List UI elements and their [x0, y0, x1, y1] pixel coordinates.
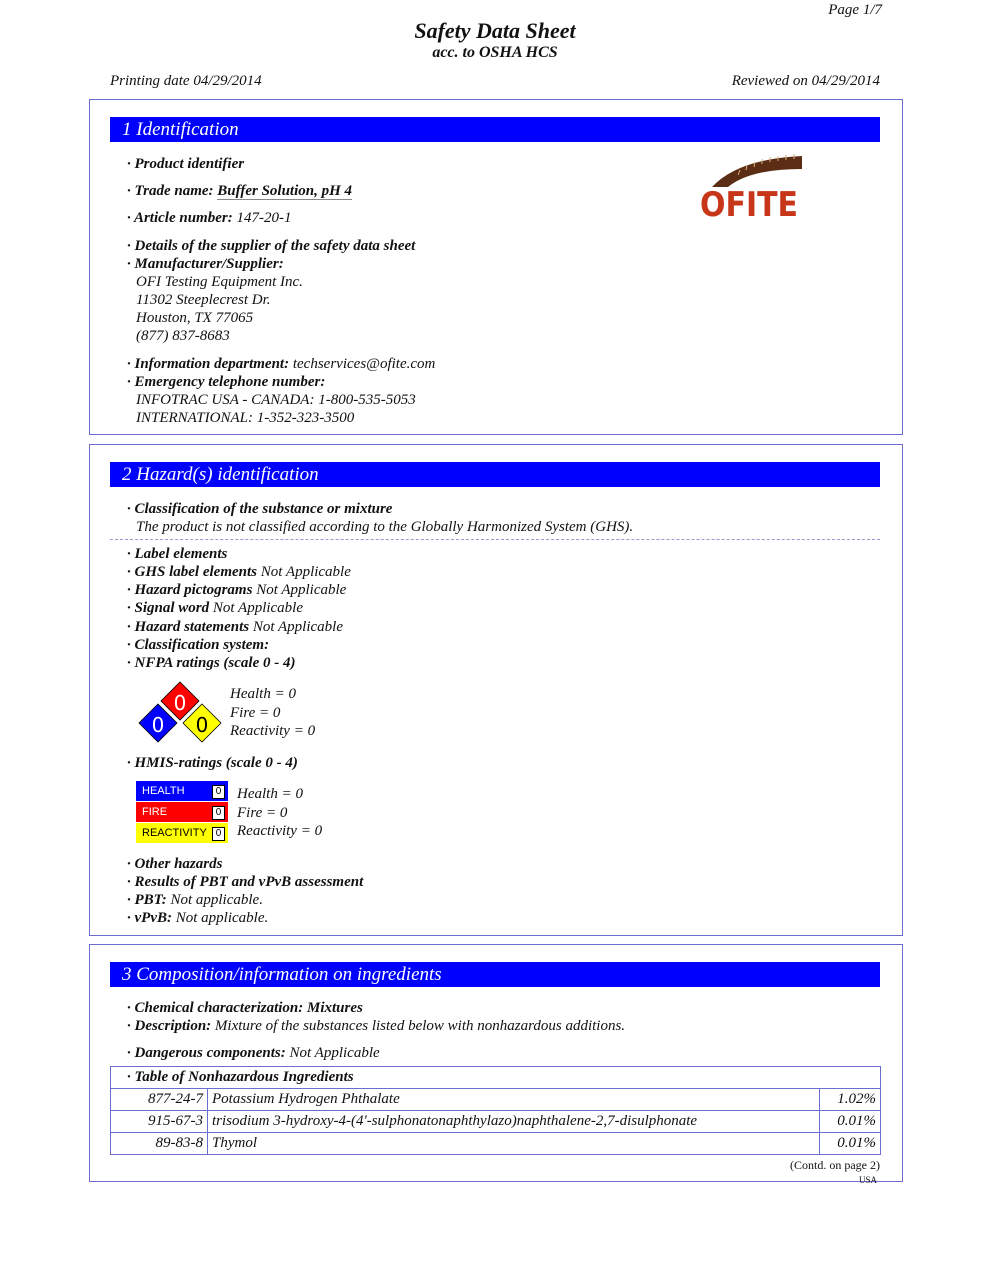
- dangerous-components-label: · Dangerous components:: [127, 1045, 286, 1061]
- signal-word-label: · Signal word: [127, 600, 210, 616]
- ingredient-percent: 0.01%: [820, 1133, 881, 1155]
- hmis-health-value: 0: [212, 785, 225, 799]
- nfpa-fire-value: 0: [173, 691, 187, 715]
- document-subtitle: acc. to OSHA HCS: [432, 44, 558, 61]
- table-row: [111, 1133, 881, 1155]
- vpvb-line: [127, 909, 268, 927]
- pictograms-value: Not Applicable: [256, 582, 347, 598]
- ingredient-name: Thymol: [208, 1133, 820, 1155]
- dangerous-components-line: [127, 1044, 380, 1062]
- address-line-1: OFI Testing Equipment Inc.: [136, 274, 303, 290]
- info-department-email[interactable]: techservices@ofite.com: [292, 356, 436, 372]
- nfpa-health-value: 0: [151, 713, 165, 737]
- classification-label: · Classification of the substance or mixture: [127, 501, 393, 517]
- hmis-health-row: [136, 781, 228, 801]
- emergency-label: · Emergency telephone number:: [127, 374, 326, 390]
- vpvb-label: · vPvB:: [127, 910, 172, 926]
- description-line: [127, 1017, 625, 1035]
- product-identifier-label: · Product identifier: [127, 156, 245, 172]
- pbt-results-label: · Results of PBT and vPvB assessment: [127, 874, 364, 890]
- table-title-row: [111, 1067, 881, 1089]
- hazard-statements-value: Not Applicable: [252, 619, 343, 635]
- label-elements-label: · Label elements: [127, 546, 228, 562]
- nfpa-reactivity-value: 0: [195, 713, 209, 737]
- pictograms-line: [127, 581, 346, 599]
- cas-number: 89-83-8: [111, 1133, 208, 1155]
- article-number-label: · Article number:: [127, 210, 233, 226]
- vpvb-value: Not applicable.: [175, 910, 269, 926]
- ofite-logo-graphic: [698, 153, 808, 219]
- table-row: [111, 1111, 881, 1133]
- section-divider: [110, 539, 880, 540]
- region-label: USA: [858, 1175, 877, 1185]
- trade-name-value: Buffer Solution, pH 4: [217, 183, 353, 199]
- trade-name-label: · Trade name:: [127, 183, 214, 199]
- hmis-health-label: HEALTH: [142, 785, 185, 797]
- chemical-characterization-label: · Chemical characterization: Mixtures: [127, 1000, 363, 1016]
- pictograms-label: · Hazard pictograms: [127, 582, 253, 598]
- ingredient-name: Potassium Hydrogen Phthalate: [208, 1089, 820, 1111]
- reviewed-date: Reviewed on 04/29/2014: [731, 73, 880, 89]
- address-line-3: Houston, TX 77065: [136, 310, 254, 326]
- address-line-2: 11302 Steeplecrest Dr.: [136, 292, 271, 308]
- cas-number: 877-24-7: [111, 1089, 208, 1111]
- hmis-reactivity-value: 0: [212, 827, 225, 841]
- continued-note: (Contd. on page 2): [790, 1158, 880, 1172]
- description-label: · Description:: [127, 1018, 212, 1034]
- hmis-label: · HMIS-ratings (scale 0 - 4): [127, 755, 298, 771]
- pbt-line: [127, 891, 263, 909]
- emergency-number-1: INFOTRAC USA - CANADA: 1-800-535-5053: [136, 392, 416, 408]
- ghs-value: Not Applicable: [260, 564, 351, 580]
- hmis-reactivity-text: Reactivity = 0: [237, 823, 323, 839]
- ingredient-percent: 1.02%: [820, 1089, 881, 1111]
- nfpa-diamond: [136, 680, 224, 752]
- signal-word-line: [127, 599, 303, 617]
- ingredient-percent: 0.01%: [820, 1111, 881, 1133]
- ghs-label-line: [127, 563, 351, 581]
- table-title: · Table of Nonhazardous Ingredients: [111, 1067, 881, 1089]
- article-number-line: [127, 209, 291, 227]
- section-2-heading: 2 Hazard(s) identification: [110, 462, 880, 487]
- other-hazards-label: · Other hazards: [127, 856, 223, 872]
- hazard-statements-label: · Hazard statements: [127, 619, 250, 635]
- printing-date: Printing date 04/29/2014: [110, 73, 262, 89]
- nonhazardous-ingredients-table: [110, 1066, 881, 1155]
- nfpa-health-text: Health = 0: [230, 686, 296, 702]
- section-1-heading: 1 Identification: [110, 117, 880, 142]
- hazard-statements-line: [127, 618, 343, 636]
- signal-word-value: Not Applicable: [212, 600, 304, 616]
- manufacturer-label: · Manufacturer/Supplier:: [127, 256, 284, 272]
- description-value: Mixture of the substances listed below with nonhazardous additions.: [214, 1018, 626, 1034]
- page-number: Page 1/7: [828, 2, 882, 18]
- nfpa-reactivity-text: Reactivity = 0: [230, 723, 316, 739]
- hmis-fire-value: 0: [212, 806, 225, 820]
- info-department-label: · Information department:: [127, 356, 290, 372]
- classification-text: The product is not classified according to the Globally Harmonized System (GHS).: [136, 519, 634, 535]
- classification-system-label: · Classification system:: [127, 637, 270, 653]
- hmis-reactivity-row: [136, 823, 228, 843]
- table-row: [111, 1089, 881, 1111]
- section-3-heading: 3 Composition/information on ingredients: [110, 962, 880, 987]
- hmis-fire-row: [136, 802, 228, 822]
- hmis-fire-label: FIRE: [142, 806, 168, 818]
- ingredient-name: trisodium 3-hydroxy-4-(4'-sulphonatonaphthylazo)naphthalene-2,7-disulphonate: [208, 1111, 820, 1133]
- cas-number: 915-67-3: [111, 1111, 208, 1133]
- pbt-label: · PBT:: [127, 892, 167, 908]
- ghs-label: · GHS label elements: [127, 564, 257, 580]
- ofite-logo-text: OFITE: [700, 185, 798, 219]
- document-title: Safety Data Sheet: [414, 18, 576, 43]
- nfpa-label: · NFPA ratings (scale 0 - 4): [127, 655, 296, 671]
- trade-name-line: [127, 182, 352, 200]
- hmis-reactivity-label: REACTIVITY: [142, 827, 207, 839]
- article-number-value: 147-20-1: [236, 210, 292, 226]
- emergency-number-2: INTERNATIONAL: 1-352-323-3500: [136, 410, 355, 426]
- supplier-details-label: · Details of the supplier of the safety data sheet: [127, 238, 416, 254]
- nfpa-fire-text: Fire = 0: [230, 705, 281, 721]
- address-line-4: (877) 837-8683: [136, 328, 230, 344]
- hmis-fire-text: Fire = 0: [237, 805, 288, 821]
- ofite-logo: [698, 153, 808, 219]
- pbt-value: Not applicable.: [170, 892, 263, 908]
- info-department-line: [127, 355, 435, 373]
- hmis-health-text: Health = 0: [237, 786, 303, 802]
- dangerous-components-value: Not Applicable: [289, 1045, 380, 1061]
